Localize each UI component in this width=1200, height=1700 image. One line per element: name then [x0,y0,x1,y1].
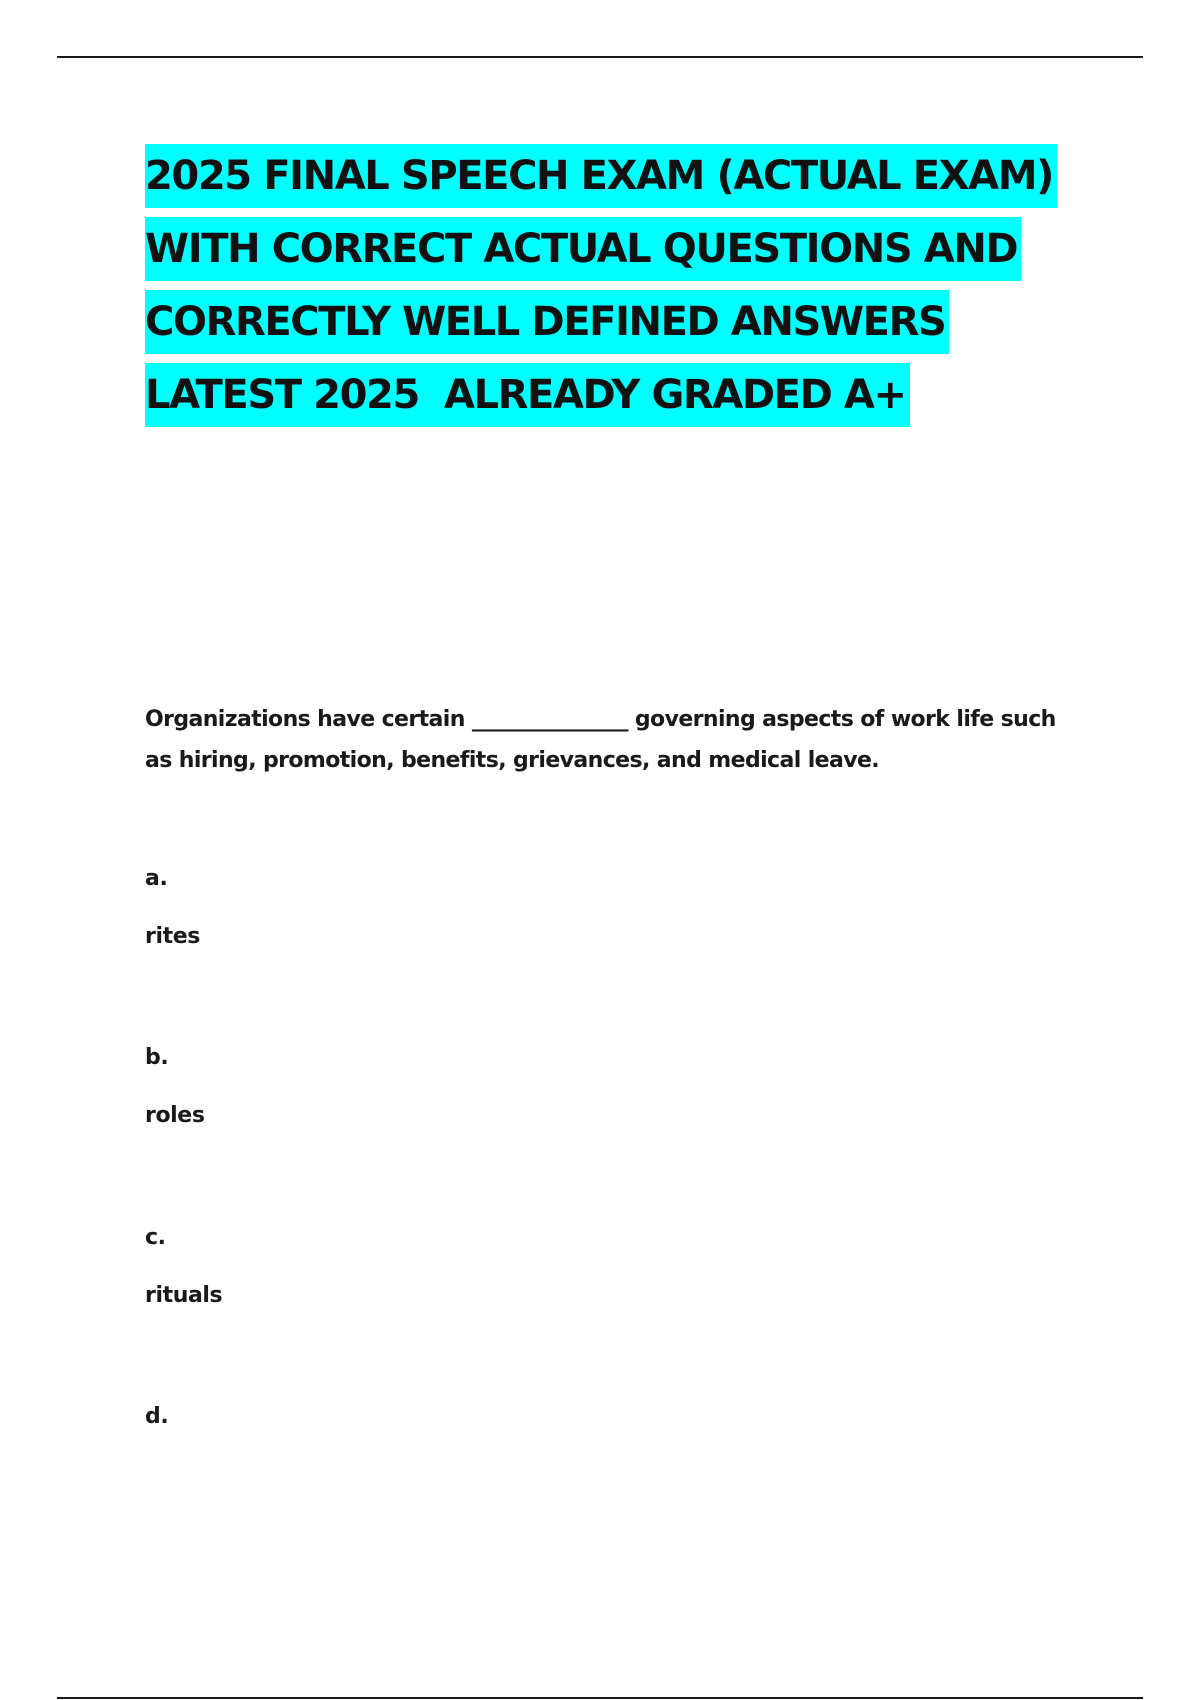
option-a-text: rites [145,924,200,949]
top-rule [57,56,1143,58]
question-text [145,699,1085,781]
option-b-letter: b. [145,1045,169,1070]
document-title [145,144,1105,436]
option-a-letter: a. [145,866,168,891]
question-line-1: Organizations have certain _______________ governing aspects of work life such [145,707,1056,732]
title-line-1: 2025 FINAL SPEECH EXAM (ACTUAL EXAM) [145,144,1057,208]
option-c-letter: c. [145,1225,166,1250]
title-line-4: LATEST 2025 ALREADY GRADED A+ [145,363,910,427]
question-line-2: as hiring, promotion, benefits, grievances, and medical leave. [145,748,880,773]
option-c-text: rituals [145,1283,223,1308]
title-line-3: CORRECTLY WELL DEFINED ANSWERS [145,290,949,354]
title-line-2: WITH CORRECT ACTUAL QUESTIONS AND [145,217,1021,281]
option-d-letter: d. [145,1404,169,1429]
bottom-rule [57,1697,1143,1699]
option-b-text: roles [145,1103,205,1128]
